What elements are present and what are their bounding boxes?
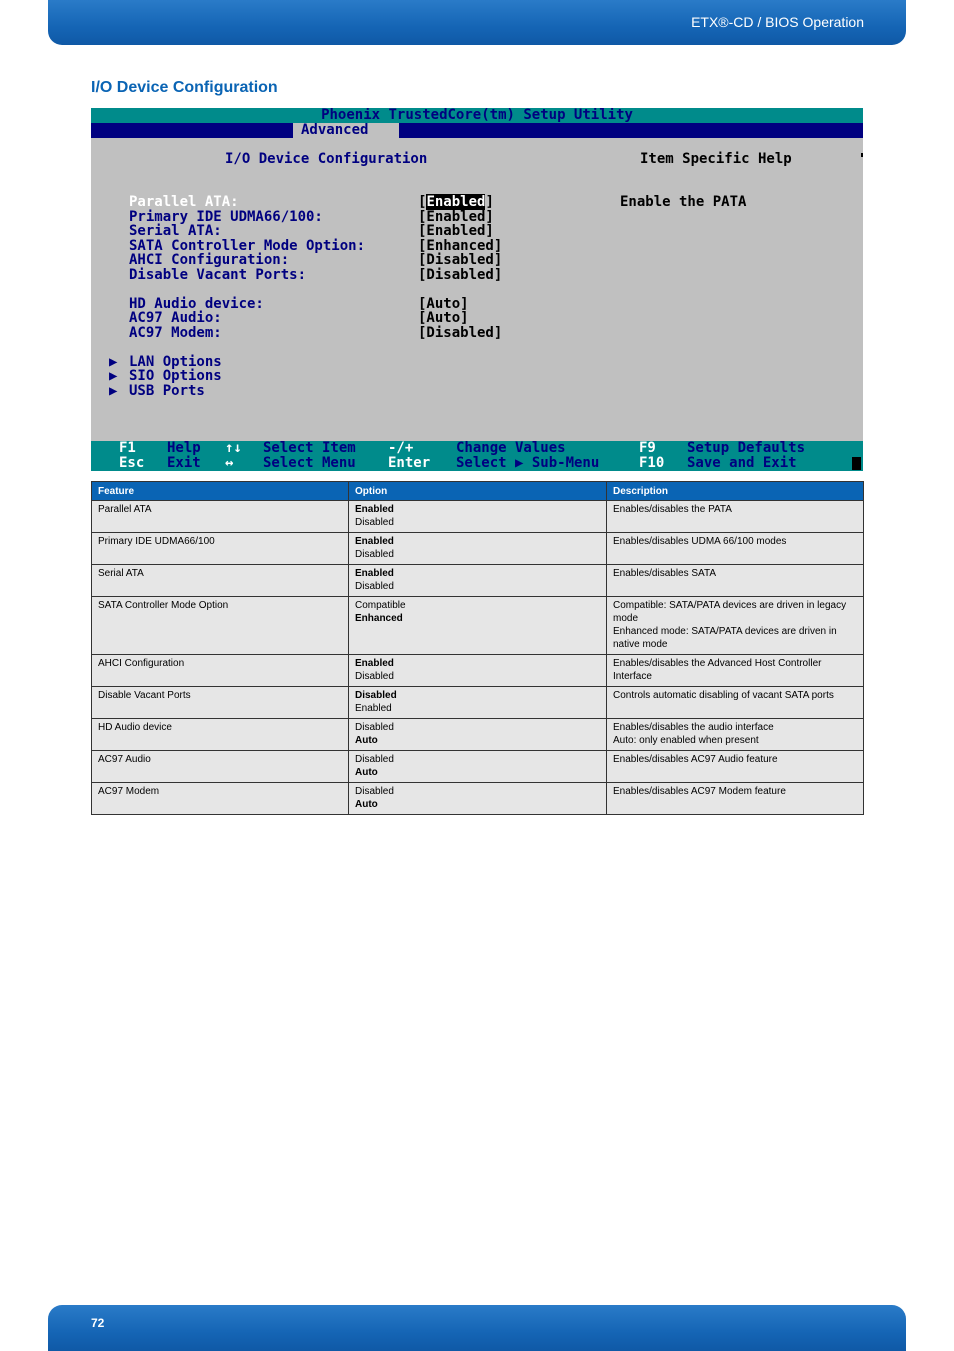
page-header	[48, 0, 906, 45]
submenu-arrow-icon: ▶	[109, 353, 118, 370]
description-line: Controls automatic disabling of vacant SATA ports	[613, 690, 834, 701]
key-f9: F9	[639, 440, 656, 456]
cell-feature: Disable Vacant Ports	[92, 687, 349, 719]
bios-value-ac97-modem[interactable]: [Disabled]	[418, 324, 503, 341]
cell-description	[607, 783, 864, 815]
key-save-exit-desc: Save and Exit	[687, 454, 797, 471]
cell-option	[349, 751, 607, 783]
option-value: Disabled	[355, 786, 394, 797]
bios-divider	[861, 153, 863, 157]
bios-item-parallel-ata[interactable]: Parallel ATA:	[129, 194, 239, 210]
bios-title: Phoenix TrustedCore(tm) Setup Utility	[91, 108, 863, 123]
page-footer	[48, 1305, 906, 1351]
table-row	[92, 783, 864, 815]
bios-item-ac97-audio[interactable]: AC97 Audio:	[129, 310, 222, 326]
table-row	[92, 687, 864, 719]
description-line: Enables/disables SATA	[613, 568, 717, 579]
cell-description	[607, 597, 864, 655]
table-row	[92, 533, 864, 565]
description-line: Enables/disables UDMA 66/100 modes	[613, 536, 787, 547]
bios-screenshot	[91, 108, 863, 471]
table-header-row	[92, 482, 864, 501]
option-value: Compatible	[355, 600, 406, 611]
page-number: 72	[91, 1316, 105, 1330]
option-value: Disabled	[355, 671, 394, 682]
key-select-submenu-desc: Select ▶ Sub-Menu	[456, 454, 600, 471]
bios-value-hd-audio[interactable]: [Auto]	[418, 295, 469, 312]
cell-feature: HD Audio device	[92, 719, 349, 751]
table-row	[92, 655, 864, 687]
cell-description	[607, 565, 864, 597]
bios-item-sata-mode[interactable]: SATA Controller Mode Option:	[129, 237, 366, 254]
option-value: Enabled	[355, 568, 394, 579]
table-body	[92, 501, 864, 815]
option-value: Enhanced	[355, 613, 403, 624]
table-row	[92, 719, 864, 751]
key-minus-plus: -/+	[388, 440, 414, 456]
table-row	[92, 501, 864, 533]
option-value: Disabled	[355, 517, 394, 528]
col-header-description: Description	[607, 482, 864, 501]
cell-option	[349, 597, 607, 655]
bios-value-vacant-ports[interactable]: [Disabled]	[418, 266, 503, 283]
bios-submenu-sio[interactable]: SIO Options	[129, 368, 222, 384]
bios-item-serial-ata[interactable]: Serial ATA:	[129, 223, 222, 239]
key-select-menu-desc: Select Menu	[263, 454, 356, 471]
cell-feature: Primary IDE UDMA66/100	[92, 533, 349, 565]
bios-item-ac97-modem[interactable]: AC97 Modem:	[129, 324, 222, 341]
bios-value-primary-ide[interactable]: [Enabled]	[418, 208, 494, 225]
bios-help-heading: Item Specific Help	[640, 151, 792, 167]
cell-description	[607, 533, 864, 565]
cell-option	[349, 655, 607, 687]
submenu-arrow-icon: ▶	[109, 382, 118, 399]
header-title: ETX®-CD / BIOS Operation	[691, 14, 864, 30]
cell-option	[349, 565, 607, 597]
submenu-arrow-icon: ▶	[109, 368, 118, 384]
description-line: Auto: only enabled when present	[613, 735, 759, 746]
key-select-item-desc: Select Item	[263, 440, 356, 456]
bios-value-ac97-audio[interactable]: [Auto]	[418, 310, 469, 326]
table-row	[92, 565, 864, 597]
key-setup-defaults-desc: Setup Defaults	[687, 440, 806, 456]
bios-item-ahci[interactable]: AHCI Configuration:	[129, 252, 290, 268]
cell-description	[607, 501, 864, 533]
bios-value-highlight: Enabled	[426, 194, 486, 210]
key-esc: Esc	[119, 454, 145, 471]
cell-feature: Serial ATA	[92, 565, 349, 597]
bios-menu-bar	[91, 123, 863, 138]
cell-feature: SATA Controller Mode Option	[92, 597, 349, 655]
cell-option	[349, 719, 607, 751]
cell-description	[607, 751, 864, 783]
option-value: Auto	[355, 799, 378, 810]
cell-description	[607, 687, 864, 719]
option-value: Auto	[355, 767, 378, 778]
cell-feature: AC97 Audio	[92, 751, 349, 783]
bios-item-primary-ide[interactable]: Primary IDE UDMA66/100:	[129, 208, 323, 225]
cell-description	[607, 655, 864, 687]
key-f1: F1	[119, 440, 136, 456]
option-value: Disabled	[355, 549, 394, 560]
key-enter: Enter	[388, 454, 431, 471]
description-line: Enables/disables the audio interface	[613, 722, 774, 733]
bios-submenu-lan[interactable]: LAN Options	[129, 353, 222, 370]
description-line: Enables/disables the PATA	[613, 504, 732, 515]
bios-key-bar	[91, 441, 863, 471]
feature-table	[91, 481, 864, 815]
key-f1-desc: Help	[167, 440, 201, 456]
bios-value-sata-mode[interactable]: [Enhanced]	[418, 237, 503, 254]
key-esc-desc: Exit	[167, 454, 201, 471]
col-header-feature: Feature	[92, 482, 349, 501]
option-value: Disabled	[355, 754, 394, 765]
cell-option	[349, 501, 607, 533]
key-change-values-desc: Change Values	[456, 440, 566, 456]
cell-description	[607, 719, 864, 751]
description-line: Enables/disables AC97 Audio feature	[613, 754, 778, 765]
table-row	[92, 751, 864, 783]
cell-option	[349, 533, 607, 565]
option-value: Disabled	[355, 581, 394, 592]
option-value: Disabled	[355, 722, 394, 733]
bios-help-text: Enable the PATA	[620, 194, 747, 210]
option-value: Enabled	[355, 703, 392, 714]
description-line: Enables/disables the Advanced Host Controller Interface	[613, 658, 822, 682]
description-line: Compatible: SATA/PATA devices are driven in legacy mode	[613, 600, 847, 624]
bios-tab-advanced[interactable]: Advanced	[293, 123, 399, 138]
option-value: Auto	[355, 735, 378, 746]
bios-item-vacant-ports[interactable]: Disable Vacant Ports:	[129, 266, 307, 283]
bios-item-hd-audio[interactable]: HD Audio device:	[129, 295, 264, 312]
option-value: Enabled	[355, 658, 394, 669]
cell-option	[349, 783, 607, 815]
option-value: Enabled	[355, 504, 394, 515]
col-header-option: Option	[349, 482, 607, 501]
cell-feature: AC97 Modem	[92, 783, 349, 815]
cell-option	[349, 687, 607, 719]
cell-feature: Parallel ATA	[92, 501, 349, 533]
section-title: I/O Device Configuration	[91, 79, 278, 96]
table-row	[92, 597, 864, 655]
bios-screen-heading: I/O Device Configuration	[225, 151, 428, 167]
key-up-down-icon: ↑↓	[225, 440, 242, 456]
description-line: Enhanced mode: SATA/PATA devices are driven in native mode	[613, 626, 837, 650]
key-left-right-icon: ↔	[225, 454, 234, 471]
option-value: Disabled	[355, 690, 397, 701]
cursor-block	[852, 457, 861, 470]
bios-value-serial-ata[interactable]: [Enabled]	[418, 223, 494, 239]
cell-feature: AHCI Configuration	[92, 655, 349, 687]
bios-submenu-usb[interactable]: USB Ports	[129, 382, 205, 399]
option-value: Enabled	[355, 536, 394, 547]
bios-value-parallel-ata[interactable]: [Enabled]	[418, 194, 494, 210]
key-f10: F10	[639, 454, 665, 471]
description-line: Enables/disables AC97 Modem feature	[613, 786, 786, 797]
bios-value-ahci[interactable]: [Disabled]	[418, 252, 503, 268]
